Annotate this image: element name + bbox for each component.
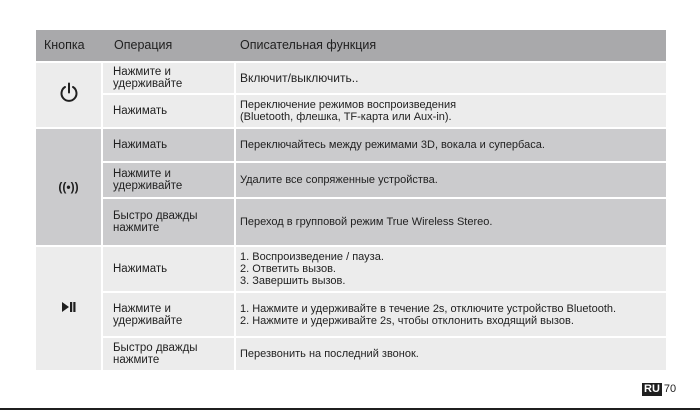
table-header xyxy=(36,30,666,61)
operation-cell: Нажимать xyxy=(103,129,234,161)
function-cell: 1. Нажмите и удерживайте в течение 2s, отключите устройство Bluetooth. 2. Нажмите и удерживайте 2s, чтобы отклонить входящий вызов. xyxy=(236,293,666,336)
operation-cell: Нажмите и удерживайте xyxy=(103,63,234,93)
function-cell: 1. Воспроизведение / пауза. 2. Ответить вызов. 3. Завершить вызов. xyxy=(236,247,666,291)
operation-cell: Нажимать xyxy=(103,247,234,291)
page-number xyxy=(642,383,676,396)
operation-cell: Быстро дважды нажмите xyxy=(103,338,234,370)
table-row xyxy=(103,129,666,161)
table-row xyxy=(103,293,666,336)
operation-cell: Нажмите и удерживайте xyxy=(103,293,234,336)
function-cell: Перезвонить на последний звонок. xyxy=(236,338,666,370)
operation-cell: Быстро дважды нажмите xyxy=(103,199,234,245)
play-pause-button-group xyxy=(36,247,666,370)
wireless-button-group xyxy=(36,129,666,245)
header-button: Кнопка xyxy=(44,38,85,52)
function-cell: Включит/выключить.. xyxy=(236,63,666,93)
table-row xyxy=(103,247,666,291)
language-badge: RU xyxy=(644,383,660,395)
function-cell: Удалите все сопряженные устройства. xyxy=(236,163,666,197)
page-number-value: 70 xyxy=(663,383,677,395)
power-icon xyxy=(36,82,101,109)
wireless-icon: ((•)) xyxy=(58,180,79,194)
power-button-group xyxy=(36,63,666,127)
button-cell xyxy=(36,63,101,127)
function-cell: Переключайтесь между режимами 3D, вокала и супербаса. xyxy=(236,129,666,161)
operation-cell: Нажимать xyxy=(103,95,234,127)
header-operation: Операция xyxy=(114,38,173,52)
header-function: Описательная функция xyxy=(240,38,377,52)
table-row xyxy=(103,199,666,245)
function-cell: Переход в групповой режим True Wireless Stereo. xyxy=(236,199,666,245)
button-cell xyxy=(36,247,101,370)
table-row xyxy=(103,163,666,197)
table-row xyxy=(103,338,666,370)
table-row xyxy=(103,95,666,127)
button-cell xyxy=(36,129,101,245)
function-cell: Переключение режимов воспроизведения (Bluetooth, флешка, TF-карта или Aux-in). xyxy=(236,95,666,127)
play-pause-icon xyxy=(36,300,101,318)
table-row xyxy=(103,63,666,93)
operation-cell: Нажмите и удерживайте xyxy=(103,163,234,197)
bottom-rule xyxy=(0,408,700,410)
